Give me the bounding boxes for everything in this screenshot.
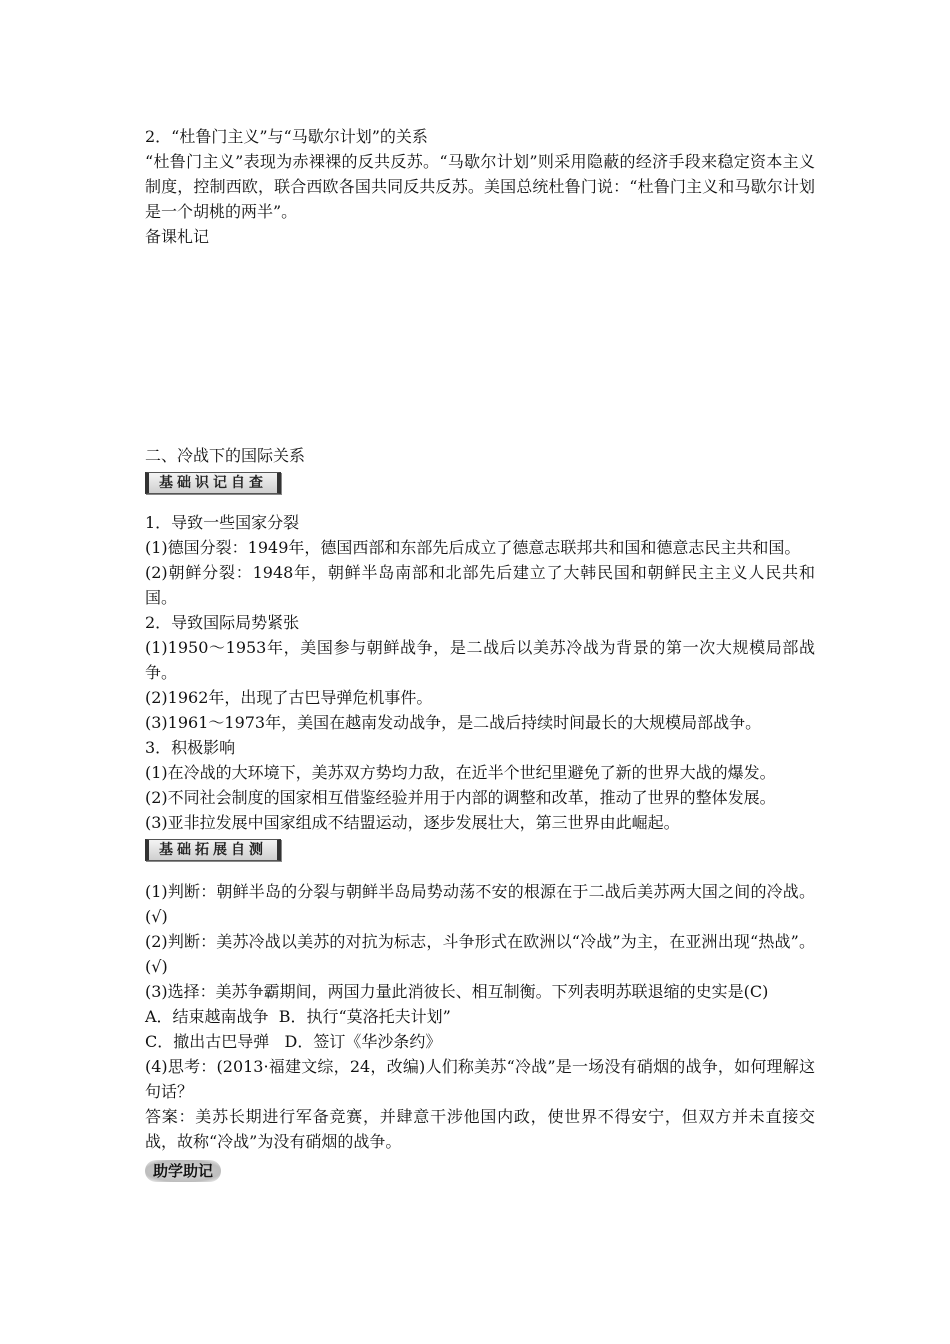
item-heading-tension: 2．导致国际局势紧张 — [145, 613, 300, 632]
question-1: (1)判断：朝鲜半岛的分裂与朝鲜半岛局势动荡不安的根源在于二战后美苏两大国之间的冷战。(√) — [145, 882, 815, 926]
item-korea-division: (2)朝鲜分裂：1948年，朝鲜半岛南部和北部先后建立了大韩民国和朝鲜民主主义人民共和国。 — [145, 563, 815, 607]
item-germany-division: (1)德国分裂：1949年，德国西部和东部先后成立了德意志联邦共和国和德意志民主共和国。 — [145, 538, 801, 557]
item-heading-division: 1．导致一些国家分裂 — [145, 513, 300, 532]
item-positive-2: (2)不同社会制度的国家相互借鉴经验并用于内部的调整和改革，推动了世界的整体发展。 — [145, 788, 776, 807]
item-korean-war: (1)1950～1953年，美国参与朝鲜战争，是二战后以美苏冷战为背景的第一次大规模局部战争。 — [145, 638, 815, 682]
banner-extended-test: 基础拓展自测 — [145, 839, 281, 861]
section-heading-truman-marshall: 2．“杜鲁门主义”与“马歇尔计划”的关系 — [145, 127, 428, 146]
item-positive-3: (3)亚非拉发展中国家组成不结盟运动，逐步发展壮大，第三世界由此崛起。 — [145, 813, 680, 832]
question-3-options-ab: A．结束越南战争 B．执行“莫洛托夫计划” — [145, 1007, 451, 1026]
notes-blank-area — [145, 249, 815, 443]
item-cuban-missile-crisis: (2)1962年，出现了古巴导弹危机事件。 — [145, 688, 433, 707]
question-3: (3)选择：美苏争霸期间，两国力量此消彼长、相互制衡。下列表明苏联退缩的史实是(C) — [145, 982, 769, 1001]
question-4: (4)思考：(2013·福建文综，24，改编)人们称美苏“冷战”是一场没有硝烟的战争，如何理解这句话？ — [145, 1057, 815, 1101]
answer-4: 答案：美苏长期进行军备竞赛，并肆意干涉他国内政，使世界不得安宁，但双方并未直接交战，故称“冷战”为没有硝烟的战争。 — [145, 1107, 815, 1151]
item-positive-1: (1)在冷战的大环境下，美苏双方势均力敌，在近半个世纪里避免了新的世界大战的爆发。 — [145, 763, 776, 782]
spacer — [145, 498, 815, 510]
item-vietnam-war: (3)1961～1973年，美国在越南发动战争，是二战后持续时间最长的大规模局部战争。 — [145, 713, 762, 732]
document-page — [145, 124, 815, 1182]
banner-basic-review: 基础识记自查 — [145, 472, 281, 494]
question-2: (2)判断：美苏冷战以美苏的对抗为标志，斗争形式在欧洲以“冷战”为主，在亚洲出现“热战”。(√) — [145, 932, 815, 976]
section-title-cold-war-relations: 二、冷战下的国际关系 — [145, 446, 306, 465]
spacer — [145, 865, 815, 879]
question-3-options-cd: C．撤出古巴导弹 D．签订《华沙条约》 — [145, 1032, 442, 1051]
study-aid-badge: 助学助记 — [145, 1160, 221, 1182]
paragraph-truman-marshall: “杜鲁门主义”表现为赤裸裸的反共反苏。“马歇尔计划”则采用隐蔽的经济手段来稳定资本主义制度，控制西欧，联合西欧各国共同反共反苏。美国总统杜鲁门说：“杜鲁门主义和马歇尔计划是一个胡桃的两半”。 — [145, 152, 815, 221]
item-heading-positive: 3．积极影响 — [145, 738, 236, 757]
notes-label: 备课札记 — [145, 227, 210, 246]
